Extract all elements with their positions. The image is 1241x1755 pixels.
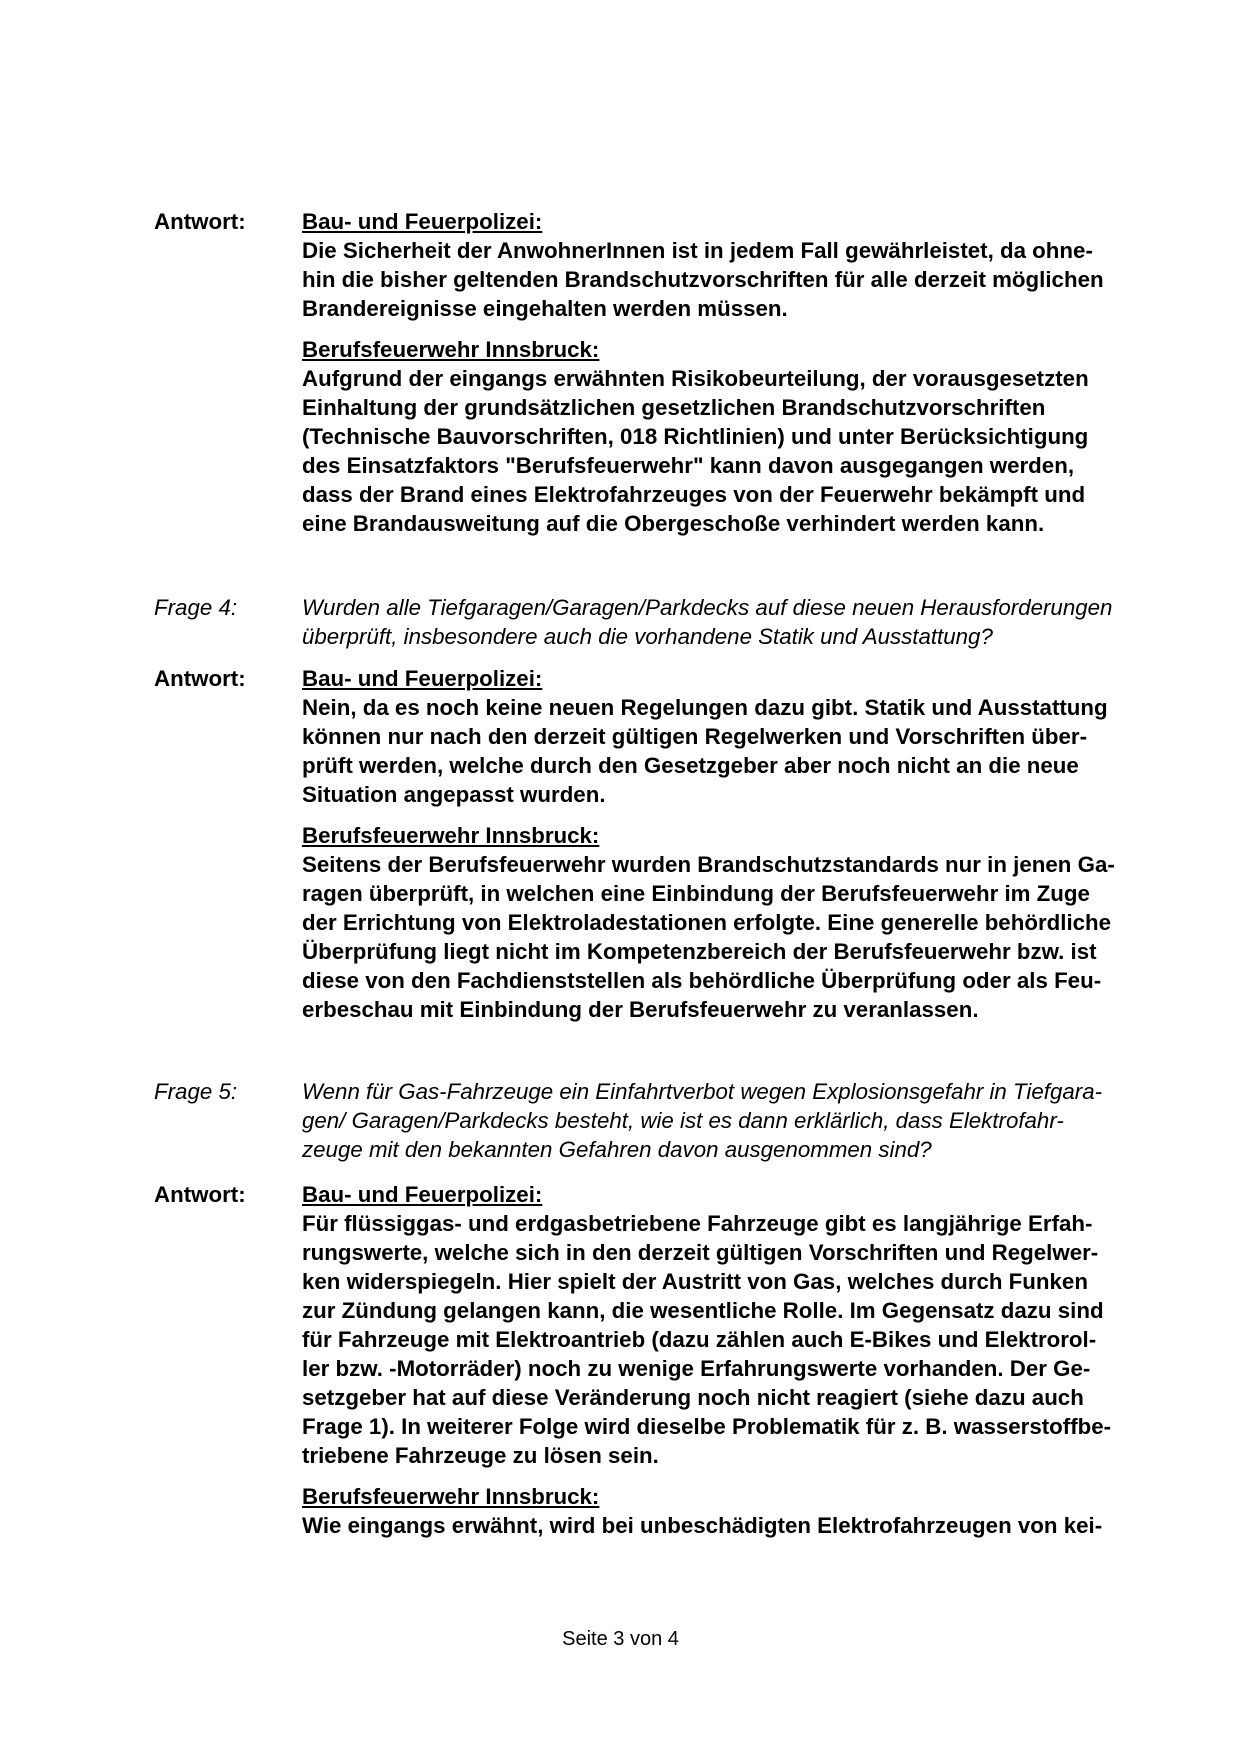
answer-content <box>302 1180 1134 1540</box>
section-heading: Bau- und Feuerpolizei: <box>302 209 543 234</box>
question-block-4 <box>154 593 1134 651</box>
answer-section-bau-feuerpolizei <box>302 664 1134 809</box>
text-line: (Technische Bauvorschriften, 018 Richtlinien) und unter Berücksichtigung <box>302 424 1089 449</box>
section-heading: Bau- und Feuerpolizei: <box>302 1182 543 1207</box>
answer-block-5 <box>154 1180 1134 1540</box>
text-line: Einhaltung der grundsätzlichen gesetzlichen Brandschutzvorschriften <box>302 395 1046 420</box>
text-line: Wurden alle Tiefgaragen/Garagen/Parkdecks auf diese neuen Herausforderungen <box>302 595 1113 620</box>
answer-section-bau-feuerpolizei <box>302 207 1134 323</box>
text-line: triebene Fahrzeuge zu lösen sein. <box>302 1443 659 1468</box>
text-line: für Fahrzeuge mit Elektroantrieb (dazu zählen auch E-Bikes und Elektrorol- <box>302 1327 1097 1352</box>
text-line: Situation angepasst wurden. <box>302 782 606 807</box>
page-number: Seite 3 von 4 <box>562 1628 679 1650</box>
text-line: zeuge mit den bekannten Gefahren davon ausgenommen sind? <box>302 1137 932 1162</box>
text-line: Brandereignisse eingehalten werden müssen. <box>302 296 788 321</box>
text-line: Wie eingangs erwähnt, wird bei unbeschädigten Elektrofahrzeugen von kei- <box>302 1513 1103 1538</box>
section-heading: Berufsfeuerwehr Innsbruck: <box>302 337 600 362</box>
text-line: Seitens der Berufsfeuerwehr wurden Brandschutzstandards nur in jenen Ga- <box>302 852 1115 877</box>
text-line: des Einsatzfaktors "Berufsfeuerwehr" kann davon ausgegangen werden, <box>302 453 1075 478</box>
text-line: Für flüssiggas- und erdgasbetriebene Fahrzeuge gibt es langjährige Erfah- <box>302 1211 1093 1236</box>
text-line: dass der Brand eines Elektrofahrzeuges von der Feuerwehr bekämpft und <box>302 482 1086 507</box>
text-line: prüft werden, welche durch den Gesetzgeber aber noch nicht an die neue <box>302 753 1079 778</box>
text-line: der Errichtung von Elektroladestationen erfolgte. Eine generelle behördliche <box>302 910 1112 935</box>
answer-section-berufsfeuerwehr <box>302 821 1134 1024</box>
text-line: eine Brandausweitung auf die Obergeschoße verhindert werden kann. <box>302 511 1045 536</box>
answer-block-1 <box>154 207 1134 538</box>
text-line: diese von den Fachdienststellen als behördliche Überprüfung oder als Feu- <box>302 968 1102 993</box>
answer-block-4 <box>154 664 1134 1024</box>
text-line: gen/ Garagen/Parkdecks besteht, wie ist es dann erklärlich, dass Elektrofahr- <box>302 1108 1064 1133</box>
answer-section-berufsfeuerwehr <box>302 1482 1134 1540</box>
text-line: Überprüfung liegt nicht im Kompetenzbereich der Berufsfeuerwehr bzw. ist <box>302 939 1097 964</box>
text-line: können nur nach den derzeit gültigen Regelwerken und Vorschriften über- <box>302 724 1088 749</box>
text-line: ler bzw. -Motorräder) noch zu wenige Erfahrungswerte vorhanden. Der Ge- <box>302 1356 1091 1381</box>
question-label: Frage 5: <box>154 1079 238 1104</box>
text-line: Aufgrund der eingangs erwähnten Risikobeurteilung, der vorausgesetzten <box>302 366 1089 391</box>
text-line: hin die bisher geltenden Brandschutzvorschriften für alle derzeit möglichen <box>302 267 1104 292</box>
answer-section-bau-feuerpolizei <box>302 1180 1134 1470</box>
answer-content <box>302 207 1134 538</box>
question-block-5 <box>154 1077 1134 1164</box>
answer-label: Antwort: <box>154 666 246 691</box>
section-heading: Berufsfeuerwehr Innsbruck: <box>302 823 600 848</box>
text-line: Nein, da es noch keine neuen Regelungen dazu gibt. Statik und Ausstattung <box>302 695 1108 720</box>
answer-label: Antwort: <box>154 1182 246 1207</box>
answer-content <box>302 664 1134 1024</box>
text-line: setzgeber hat auf diese Veränderung noch nicht reagiert (siehe dazu auch <box>302 1385 1084 1410</box>
question-content <box>302 1077 1134 1164</box>
answer-label: Antwort: <box>154 209 246 234</box>
question-content <box>302 593 1134 651</box>
text-line: ragen überprüft, in welchen eine Einbindung der Berufsfeuerwehr im Zuge <box>302 881 1090 906</box>
text-line: rungswerte, welche sich in den derzeit gültigen Vorschriften und Regelwer- <box>302 1240 1099 1265</box>
text-line: zur Zündung gelangen kann, die wesentliche Rolle. Im Gegensatz dazu sind <box>302 1298 1104 1323</box>
question-label: Frage 4: <box>154 595 238 620</box>
text-line: erbeschau mit Einbindung der Berufsfeuerwehr zu veranlassen. <box>302 997 979 1022</box>
text-line: Wenn für Gas-Fahrzeuge ein Einfahrtverbot wegen Explosionsgefahr in Tiefgara- <box>302 1079 1103 1104</box>
section-heading: Bau- und Feuerpolizei: <box>302 666 543 691</box>
text-line: ken widerspiegeln. Hier spielt der Austritt von Gas, welches durch Funken <box>302 1269 1088 1294</box>
text-line: Frage 1). In weiterer Folge wird dieselbe Problematik für z. B. wasserstoffbe- <box>302 1414 1112 1439</box>
text-line: Die Sicherheit der AnwohnerInnen ist in jedem Fall gewährleistet, da ohne- <box>302 238 1093 263</box>
section-heading: Berufsfeuerwehr Innsbruck: <box>302 1484 600 1509</box>
text-line: überprüft, insbesondere auch die vorhandene Statik und Ausstattung? <box>302 624 993 649</box>
answer-section-berufsfeuerwehr <box>302 335 1134 538</box>
